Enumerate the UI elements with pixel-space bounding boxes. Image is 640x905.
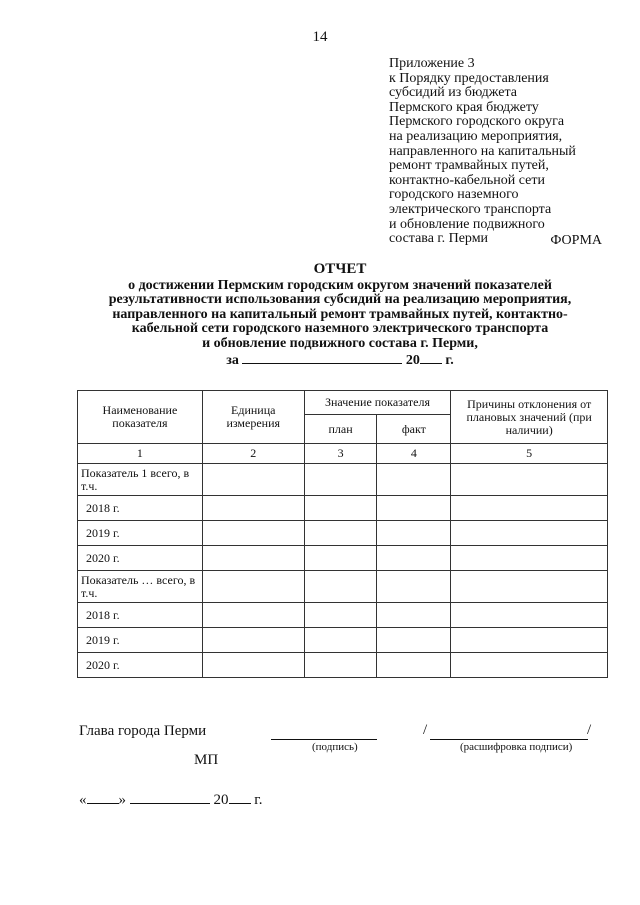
subtitle-line: направленного на капитальный ремонт трамвайных путей, контактно-: [112, 306, 568, 322]
report-subtitle: [84, 279, 596, 368]
cell-plan[interactable]: [304, 628, 377, 653]
appendix-line: Пермского городского округа: [389, 114, 565, 130]
table-row: [78, 496, 608, 521]
cell-reasons[interactable]: [451, 546, 608, 571]
column-number: 3: [304, 444, 377, 464]
cell-fact[interactable]: [377, 496, 451, 521]
table-row: [78, 571, 608, 603]
cell-unit[interactable]: [202, 546, 304, 571]
signature-decode-caption: (расшифровка подписи): [460, 741, 573, 753]
row-label: 2018 г.: [78, 603, 203, 628]
appendix-line: Пермского края бюджету: [389, 99, 539, 115]
cell-plan[interactable]: [304, 464, 377, 496]
date-close-quote: »: [118, 792, 126, 808]
appendix-line: и обновление подвижного: [389, 216, 545, 232]
row-label: Показатель … всего, в т.ч.: [78, 571, 203, 603]
appendix-line: на реализацию мероприятия,: [389, 128, 563, 144]
appendix-line: направленного на капитальный: [389, 143, 576, 159]
row-label: 2018 г.: [78, 496, 203, 521]
cell-unit[interactable]: [202, 653, 304, 678]
period-year-blank[interactable]: [420, 351, 442, 364]
date-suffix: г.: [254, 792, 263, 808]
signature-decode-line[interactable]: [430, 739, 588, 740]
column-numbers-row: [78, 444, 608, 464]
subtitle-line: о достижении Пермским городским округом значений показателей: [128, 278, 552, 293]
cell-unit[interactable]: [202, 521, 304, 546]
table-row: [78, 603, 608, 628]
header-fact: факт: [377, 415, 451, 444]
row-label: Показатель 1 всего, в т.ч.: [78, 464, 203, 496]
cell-reasons[interactable]: [451, 521, 608, 546]
subtitle-line: кабельной сети городского наземного электрического транспорта: [131, 321, 549, 337]
cell-fact[interactable]: [377, 546, 451, 571]
cell-reasons[interactable]: [451, 464, 608, 496]
appendix-line: контактно-кабельной сети: [389, 172, 545, 188]
cell-plan[interactable]: [304, 521, 377, 546]
appendix-line: городского наземного: [389, 187, 519, 203]
table-row: [78, 521, 608, 546]
report-title: ОТЧЕТ: [313, 261, 367, 277]
subtitle-line: и обновление подвижного состава г. Перми,: [202, 335, 478, 351]
cell-fact[interactable]: [377, 464, 451, 496]
cell-unit[interactable]: [202, 464, 304, 496]
date-line: [79, 790, 262, 809]
appendix-line: состава г. Перми: [389, 231, 489, 247]
cell-unit[interactable]: [202, 603, 304, 628]
cell-reasons[interactable]: [451, 628, 608, 653]
table-row: [78, 653, 608, 678]
cell-reasons[interactable]: [451, 653, 608, 678]
period-blank[interactable]: [242, 351, 402, 364]
header-reasons: Причины отклонения от плановых значений (при наличии): [451, 391, 608, 444]
cell-plan[interactable]: [304, 653, 377, 678]
cell-fact[interactable]: [377, 521, 451, 546]
cell-fact[interactable]: [377, 603, 451, 628]
table-row: [78, 464, 608, 496]
cell-reasons[interactable]: [451, 603, 608, 628]
column-number: 1: [78, 444, 203, 464]
period-year-prefix: 20: [405, 353, 420, 369]
page-number: 14: [312, 29, 328, 45]
decode-slash-right: /: [587, 722, 592, 738]
period-suffix: г.: [445, 353, 454, 369]
row-label: 2019 г.: [78, 521, 203, 546]
column-number: 5: [451, 444, 608, 464]
signatory-title: Глава города Перми: [79, 723, 207, 739]
cell-plan[interactable]: [304, 546, 377, 571]
appendix-line: ремонт трамвайных путей,: [389, 158, 549, 174]
date-month-blank[interactable]: [130, 790, 210, 804]
appendix-line: Приложение 3: [389, 56, 475, 71]
appendix-block: [389, 57, 619, 247]
signature-caption: (подпись): [312, 741, 358, 753]
date-open-quote: «: [79, 792, 87, 808]
cell-plan[interactable]: [304, 496, 377, 521]
header-name: Наименование показателя: [78, 391, 203, 444]
report-period: [84, 351, 596, 368]
period-prefix: за: [226, 353, 239, 369]
cell-unit[interactable]: [202, 496, 304, 521]
cell-reasons[interactable]: [451, 571, 608, 603]
cell-fact[interactable]: [377, 628, 451, 653]
date-day-blank[interactable]: [87, 790, 119, 804]
row-label: 2020 г.: [78, 546, 203, 571]
cell-plan[interactable]: [304, 571, 377, 603]
table-row: [78, 546, 608, 571]
stamp-place: МП: [194, 752, 219, 768]
signature-line[interactable]: [271, 739, 377, 740]
cell-unit[interactable]: [202, 571, 304, 603]
appendix-line: субсидий из бюджета: [389, 85, 518, 101]
column-number: 2: [202, 444, 304, 464]
decode-slash-left: /: [423, 722, 428, 738]
row-label: 2020 г.: [78, 653, 203, 678]
column-number: 4: [377, 444, 451, 464]
subtitle-line: результативности использования субсидий на реализацию мероприятия,: [108, 292, 572, 308]
form-label: ФОРМА: [550, 233, 602, 248]
table-row: [78, 628, 608, 653]
cell-plan[interactable]: [304, 603, 377, 628]
header-plan: план: [304, 415, 377, 444]
date-year-blank[interactable]: [229, 790, 251, 804]
appendix-line: к Порядку предоставления: [389, 70, 549, 86]
report-table: [77, 390, 608, 678]
row-label: 2019 г.: [78, 628, 203, 653]
header-unit: Единица измерения: [202, 391, 304, 444]
header-value-group: Значение показателя: [304, 391, 451, 415]
cell-reasons[interactable]: [451, 496, 608, 521]
date-year-prefix: 20: [213, 792, 229, 808]
cell-unit[interactable]: [202, 628, 304, 653]
cell-fact[interactable]: [377, 571, 451, 603]
appendix-line: электрического транспорта: [389, 201, 552, 217]
cell-fact[interactable]: [377, 653, 451, 678]
